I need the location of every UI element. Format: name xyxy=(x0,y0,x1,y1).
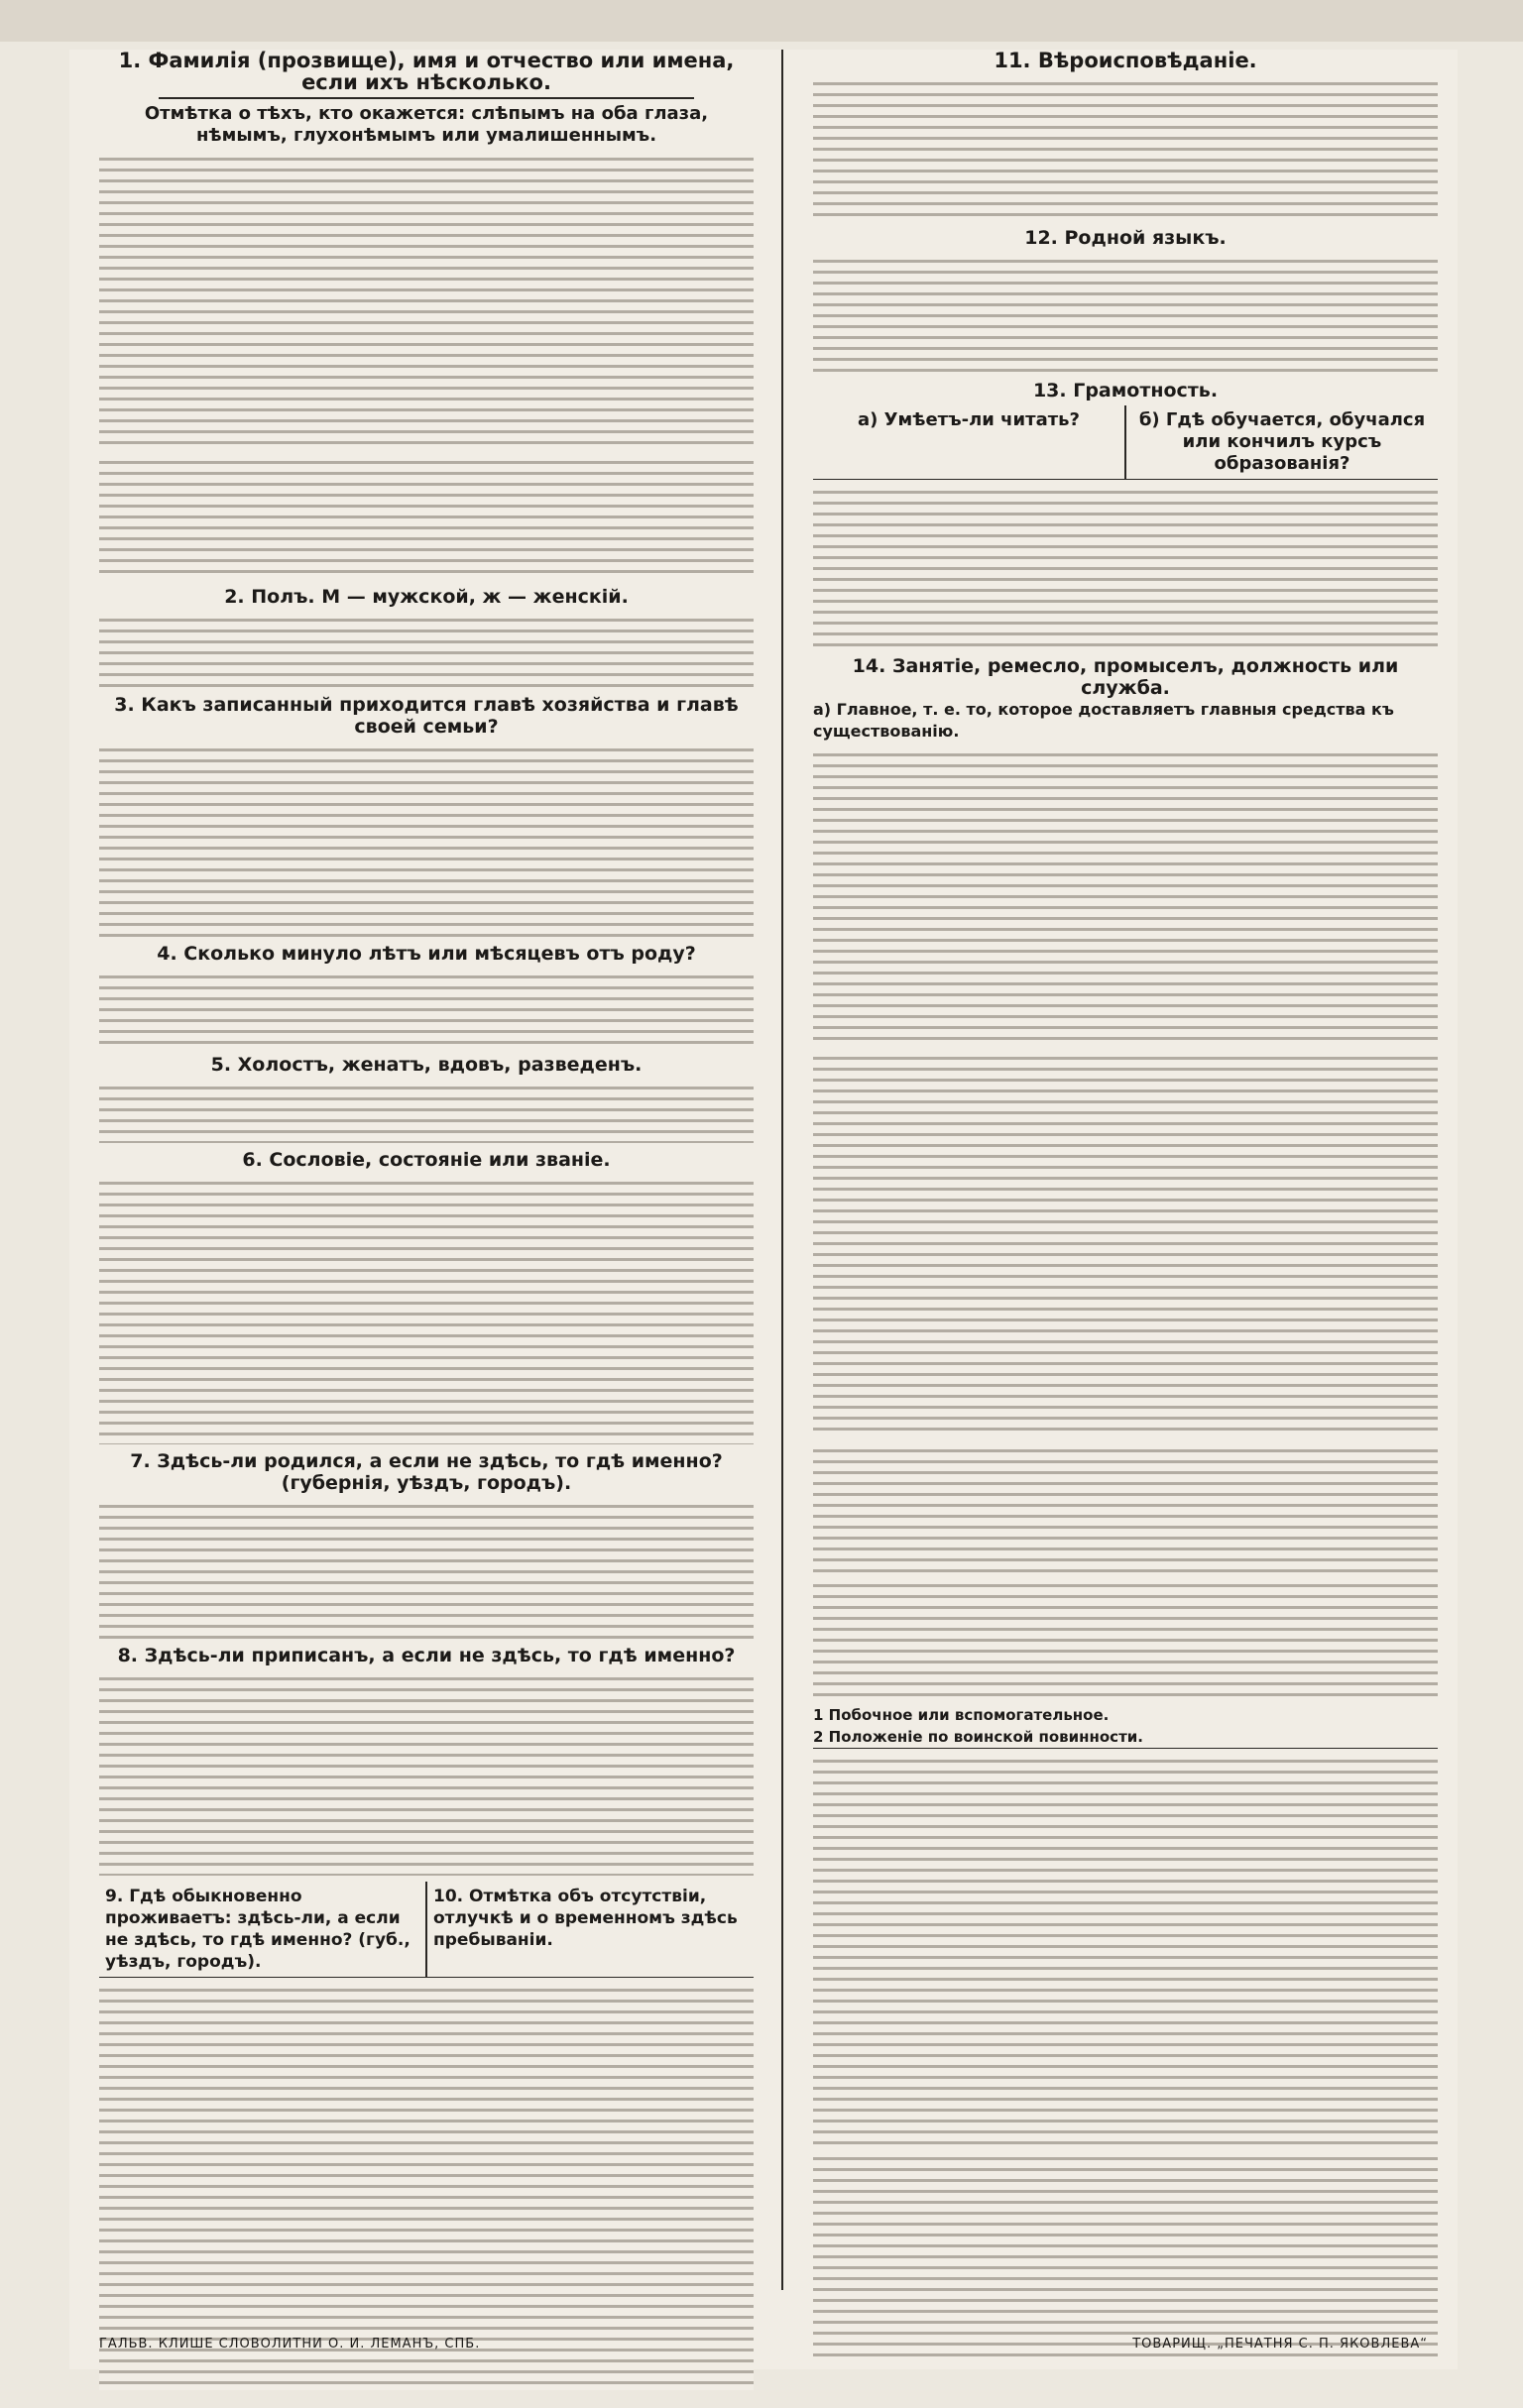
body-text xyxy=(99,1500,754,1639)
body-text xyxy=(813,2152,1438,2360)
section-13b-title: б) Гдѣ обучается, обучался или кончилъ курсъ образованія? xyxy=(1138,409,1426,474)
section-7-title: 7. Здѣсь-ли родился, а если не здѣсь, то гдѣ именно? (губернія, уѣздъ, городъ). xyxy=(130,1450,723,1494)
section-14a-title: а) Главное, т. е. то, которое доставляетъ главныя средства къ существованію. xyxy=(813,700,1394,741)
body-text xyxy=(813,1755,1438,2146)
section-3-title: 3. Какъ записанный приходится главѣ хозяйства и главѣ своей семьи? xyxy=(114,694,739,738)
body-text xyxy=(99,1672,754,1876)
section-13-title: 13. Грамотность. xyxy=(1032,380,1219,401)
section-13a-title: а) Умѣетъ-ли читать? xyxy=(858,409,1080,430)
body-text xyxy=(99,153,754,450)
section-14b-header xyxy=(813,1704,1438,1749)
body-text xyxy=(99,1177,754,1444)
section-12-title: 12. Родной языкъ. xyxy=(1024,227,1227,249)
footer-left: ГАЛЬВ. КЛИШЕ СЛОВОЛИТНИ О. И. ЛЕМАНЪ, СПБ. xyxy=(99,2337,481,2351)
left-column xyxy=(99,50,754,2396)
section-1-note: Отмѣтка о тѣхъ, кто окажется: слѣпымъ на оба глаза, нѣмымъ, глухонѣмымъ или умалишеннымъ. xyxy=(144,103,709,146)
body-text xyxy=(813,748,1438,1046)
footer-right: ТОВАРИЩ. „ПЕЧАТНЯ С. П. ЯКОВЛЕВА“ xyxy=(1132,2337,1428,2351)
rule xyxy=(159,97,694,99)
body-text xyxy=(813,77,1438,221)
body-text xyxy=(99,744,754,937)
section-13-header xyxy=(813,405,1438,480)
section-14b1-title: 1 Побочное или вспомогательное. xyxy=(813,1706,1110,1724)
scan-margin xyxy=(0,0,1523,42)
column-divider xyxy=(781,50,783,2290)
section-9-10-header xyxy=(99,1882,754,1978)
body-text xyxy=(813,255,1438,374)
body-text xyxy=(813,1052,1438,1438)
section-1-title: 1. Фамилія (прозвище), имя и отчество или имена, если ихъ нѣсколько. xyxy=(118,49,735,94)
section-14-title: 14. Занятіе, ремесло, промыселъ, должность или служба. xyxy=(852,655,1399,699)
body-text xyxy=(813,1444,1438,1573)
section-6-title: 6. Сословіе, состояніе или званіе. xyxy=(242,1149,611,1171)
section-4-title: 4. Сколько минуло лѣтъ или мѣсяцевъ отъ роду? xyxy=(157,943,696,965)
body-text xyxy=(99,971,754,1048)
section-14b2-title: 2 Положеніе по воинской повинности. xyxy=(813,1728,1143,1746)
section-10-title: 10. Отмѣтка объ отсутствіи, отлучкѣ и о временномъ здѣсь пребываніи. xyxy=(433,1887,738,1950)
section-9-title: 9. Гдѣ обыкновенно проживаетъ: здѣсь-ли, а если не здѣсь, то гдѣ именно? (губ., уѣздъ, городъ). xyxy=(105,1887,410,1972)
census-instructions-page xyxy=(69,50,1458,2369)
body-text xyxy=(99,456,754,580)
body-text xyxy=(813,1579,1438,1698)
section-2-title: 2. Полъ. М — мужской, ж — женскій. xyxy=(224,586,629,608)
body-text xyxy=(99,1984,754,2390)
section-5-title: 5. Холостъ, женатъ, вдовъ, разведенъ. xyxy=(210,1054,643,1076)
right-column xyxy=(813,50,1438,2366)
section-11-title: 11. Вѣроисповѣданіе. xyxy=(994,49,1257,72)
body-text xyxy=(813,486,1438,649)
body-text xyxy=(99,1082,754,1143)
body-text xyxy=(99,614,754,688)
section-8-title: 8. Здѣсь-ли приписанъ, а если не здѣсь, то гдѣ именно? xyxy=(117,1645,736,1666)
